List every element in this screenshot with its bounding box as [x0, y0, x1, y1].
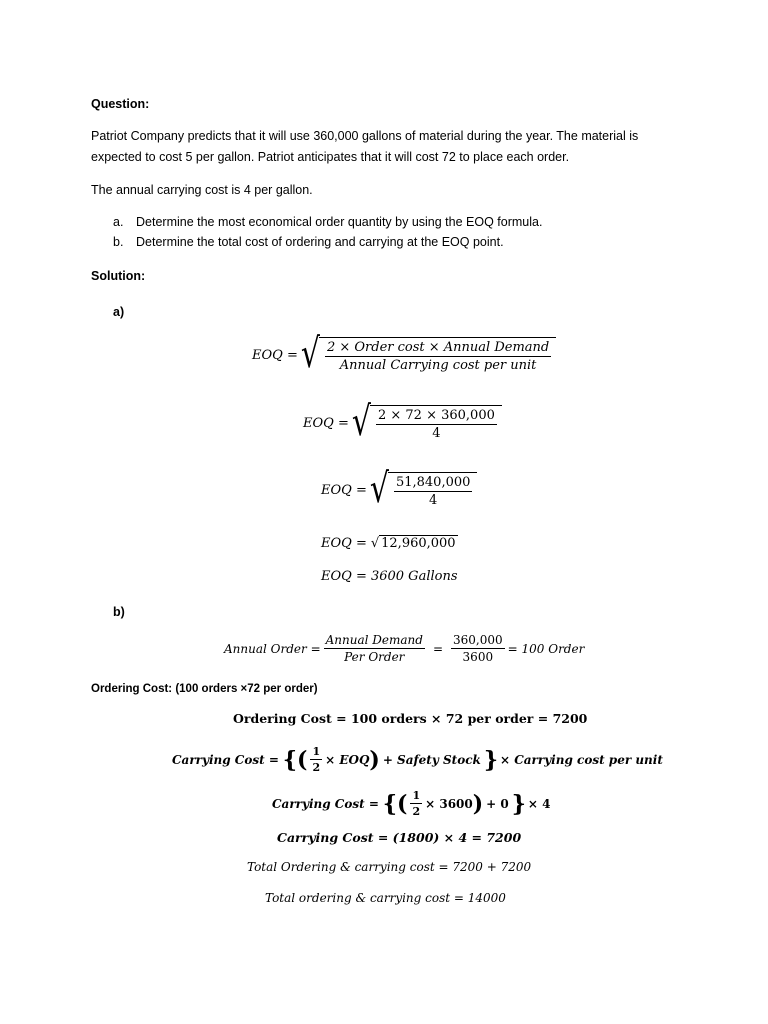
eoq-result: EOQ = 3600 Gallons	[321, 569, 458, 584]
carrying-eoq-term: × EOQ	[325, 752, 370, 767]
question-item-b	[113, 235, 504, 249]
question-paragraph-line-1: Patriot Company predicts that it will use 360,000 gallons of material during the year. The material is	[91, 129, 639, 143]
annual-order-value-numerator: 360,000	[453, 633, 503, 647]
annual-order-value-denominator: 3600	[462, 650, 494, 664]
eoq-lhs: EOQ =	[321, 482, 367, 498]
eoq-step-numerator: 51,840,000	[395, 475, 471, 490]
question-heading: Question:	[91, 97, 150, 111]
annual-order-equation: Annual Order = $\frac{\text{Annual Demand}}{\text{Per Order}}$ = $\frac{360,000}{3600}$ = 100 Order	[224, 633, 585, 664]
question-paragraph-2: The annual carrying cost is 4 per gallon.	[91, 183, 313, 197]
ordering-cost-equation: Ordering Cost = 100 orders × 72 per order = 7200	[233, 711, 588, 726]
half-denominator: 2	[312, 761, 321, 774]
question-item-a	[113, 215, 542, 229]
item-text: Determine the total cost of ordering and carrying at the EOQ point.	[136, 235, 504, 249]
eoq-sub-numerator: 2 × 72 × 360,000	[377, 408, 495, 423]
item-text: Determine the most economical order quantity by using the EOQ formula.	[136, 215, 543, 229]
solution-heading: Solution:	[91, 269, 146, 283]
eoq-root-value: 12,960,000	[381, 536, 456, 551]
eoq-root: EOQ = √ 12,960,000	[321, 535, 456, 551]
question-paragraph-line-2: expected to cost 5 per gallon. Patriot anticipates that it will cost 72 to place each order.	[91, 150, 570, 164]
eoq-lhs: EOQ =	[303, 415, 349, 431]
half-numerator: 1	[412, 789, 421, 802]
carrying-sub-zero: + 0	[486, 796, 509, 811]
sqrt-symbol: √ $\frac{51,840,000}{4}$	[370, 472, 478, 508]
part-a-label: a)	[113, 305, 125, 319]
eoq-formula-denominator: Annual Carrying cost per unit	[339, 358, 537, 373]
carrying-lhs: Carrying Cost =	[172, 752, 279, 767]
eoq-lhs: EOQ =	[321, 535, 367, 551]
half-numerator: 1	[312, 745, 321, 758]
half-denominator: 2	[412, 805, 421, 818]
annual-order-frac-numerator: Annual Demand	[325, 633, 423, 647]
carrying-cost-result: Carrying Cost = (1800) × 4 = 7200	[277, 830, 522, 845]
total-cost-equation-2: Total ordering & carrying cost = 14000	[265, 891, 506, 905]
item-marker: b.	[113, 235, 124, 249]
eoq-formula-numerator: 2 × Order cost × Annual Demand	[326, 340, 550, 355]
annual-order-lhs: Annual Order =	[224, 641, 321, 656]
carrying-sub-3600: × 3600	[425, 796, 473, 811]
carrying-cost-formula: Carrying Cost = {( $\frac{1}{2}$ × EOQ ) + Safety Stock } × Carrying cost per unit	[172, 745, 663, 774]
annual-order-result: = 100 Order	[507, 641, 585, 656]
ordering-cost-note: Ordering Cost: (100 orders ×72 per order)	[91, 683, 318, 695]
sqrt-symbol: √ $\frac{2 \times 72 \times 360,000}{4}$	[352, 405, 502, 441]
part-b-label: b)	[113, 605, 125, 619]
carrying-safety-term: + Safety Stock	[382, 752, 481, 767]
item-marker: a.	[113, 215, 124, 229]
eoq-step	[321, 465, 477, 513]
eoq-step-denominator: 4	[429, 493, 438, 508]
carrying-sub-four: × 4	[527, 796, 551, 811]
eoq-substituted	[303, 398, 502, 446]
sqrt-symbol: √ $\frac{\text{2 × Order cost × Annual Demand}}{\text{Annual Carrying cost per unit}}$	[301, 337, 556, 373]
total-cost-equation-1: Total Ordering & carrying cost = 7200 + 7200	[247, 860, 532, 874]
carrying-per-unit-term: × Carrying cost per unit	[499, 752, 663, 767]
eoq-sub-denominator: 4	[432, 426, 441, 441]
carrying-lhs: Carrying Cost =	[272, 796, 379, 811]
carrying-cost-substituted: Carrying Cost = {( $\frac{1}{2}$ × 3600 ) + 0 } × 4	[272, 789, 551, 818]
eoq-formula	[252, 330, 556, 378]
eoq-lhs: EOQ =	[252, 347, 298, 363]
annual-order-frac-denominator: Per Order	[344, 650, 405, 664]
